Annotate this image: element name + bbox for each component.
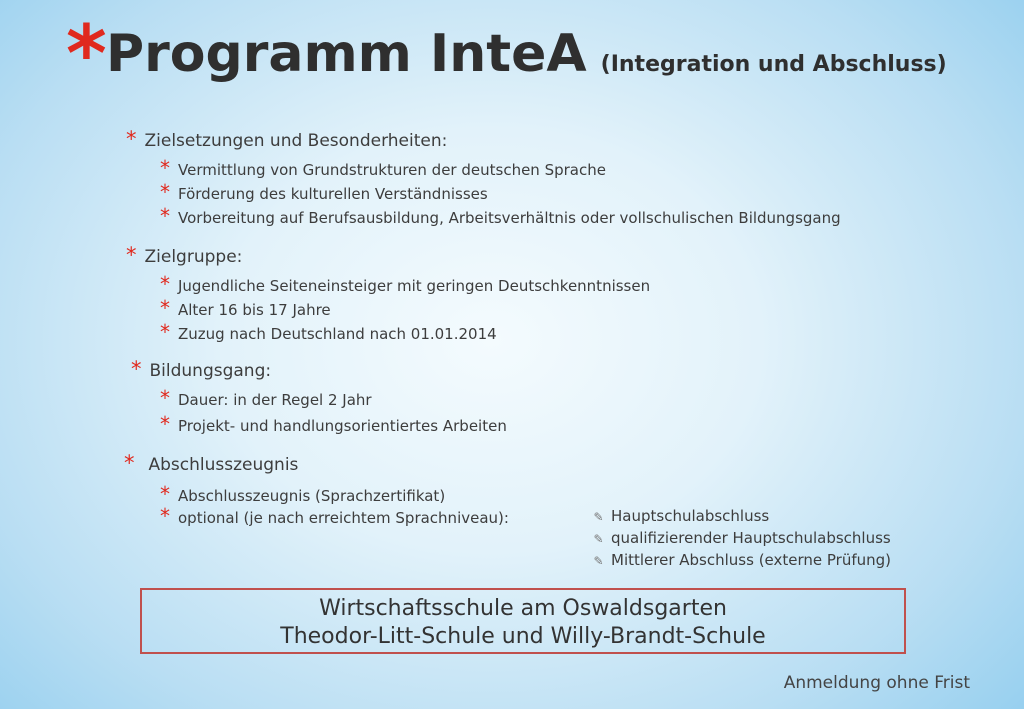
title-subtitle: (Integration und Abschluss) xyxy=(600,52,947,77)
section-heading-certificate: * Abschlusszeugnis xyxy=(124,451,299,475)
bullet-icon: * xyxy=(160,482,170,506)
list-item: * Jugendliche Seiteneinsteiger mit geringen Deutschkenntnissen xyxy=(160,272,651,296)
degree-item: ✎ Hauptschulabschluss xyxy=(593,507,770,525)
section-heading-program: * Bildungsgang: xyxy=(131,357,272,381)
section-heading-goals: * Zielsetzungen und Besonderheiten: xyxy=(126,127,448,151)
page-title xyxy=(106,24,947,84)
list-item: * Dauer: in der Regel 2 Jahr xyxy=(160,386,372,410)
pen-bullet-icon: ✎ xyxy=(593,554,604,568)
bullet-icon: * xyxy=(160,180,170,204)
list-item: * Projekt- und handlungsorientiertes Arbeiten xyxy=(160,412,507,436)
bullet-icon: * xyxy=(124,451,135,475)
list-item: * Förderung des kulturellen Verständnisses xyxy=(160,180,488,204)
bullet-icon: * xyxy=(131,357,142,381)
bullet-icon: * xyxy=(160,412,170,436)
list-item: * Zuzug nach Deutschland nach 01.01.2014 xyxy=(160,320,497,344)
bullet-icon: * xyxy=(160,320,170,344)
list-item: * optional (je nach erreichtem Sprachniveau): xyxy=(160,504,509,528)
schools-box xyxy=(140,588,906,654)
list-item: * Vorbereitung auf Berufsausbildung, Arbeitsverhältnis oder vollschulischen Bildungsgang xyxy=(160,204,841,228)
registration-note: Anmeldung ohne Frist xyxy=(783,673,970,693)
pen-bullet-icon: ✎ xyxy=(593,510,604,524)
bullet-icon: * xyxy=(160,296,170,320)
bullet-icon: * xyxy=(160,386,170,410)
list-item: * Abschlusszeugnis (Sprachzertifikat) xyxy=(160,482,446,506)
section-heading-target-group: * Zielgruppe: xyxy=(126,243,243,267)
bullet-icon: * xyxy=(126,127,137,151)
bullet-icon: * xyxy=(126,243,137,267)
degree-item: ✎ qualifizierender Hauptschulabschluss xyxy=(593,529,891,547)
list-item: * Vermittlung von Grundstrukturen der deutschen Sprache xyxy=(160,156,606,180)
list-item: * Alter 16 bis 17 Jahre xyxy=(160,296,331,320)
bullet-icon: * xyxy=(160,504,170,528)
school-line-1: Wirtschaftsschule am Oswaldsgarten xyxy=(319,596,727,621)
pen-bullet-icon: ✎ xyxy=(593,532,604,546)
degree-item: ✎ Mittlerer Abschluss (externe Prüfung) xyxy=(593,551,892,569)
bullet-icon: * xyxy=(160,156,170,180)
bullet-icon: * xyxy=(160,204,170,228)
title-bullet-icon: * xyxy=(66,10,107,100)
bullet-icon: * xyxy=(160,272,170,296)
school-line-2: Theodor-Litt-Schule und Willy-Brandt-Schule xyxy=(280,624,766,649)
title-main: Programm InteA xyxy=(106,24,587,84)
